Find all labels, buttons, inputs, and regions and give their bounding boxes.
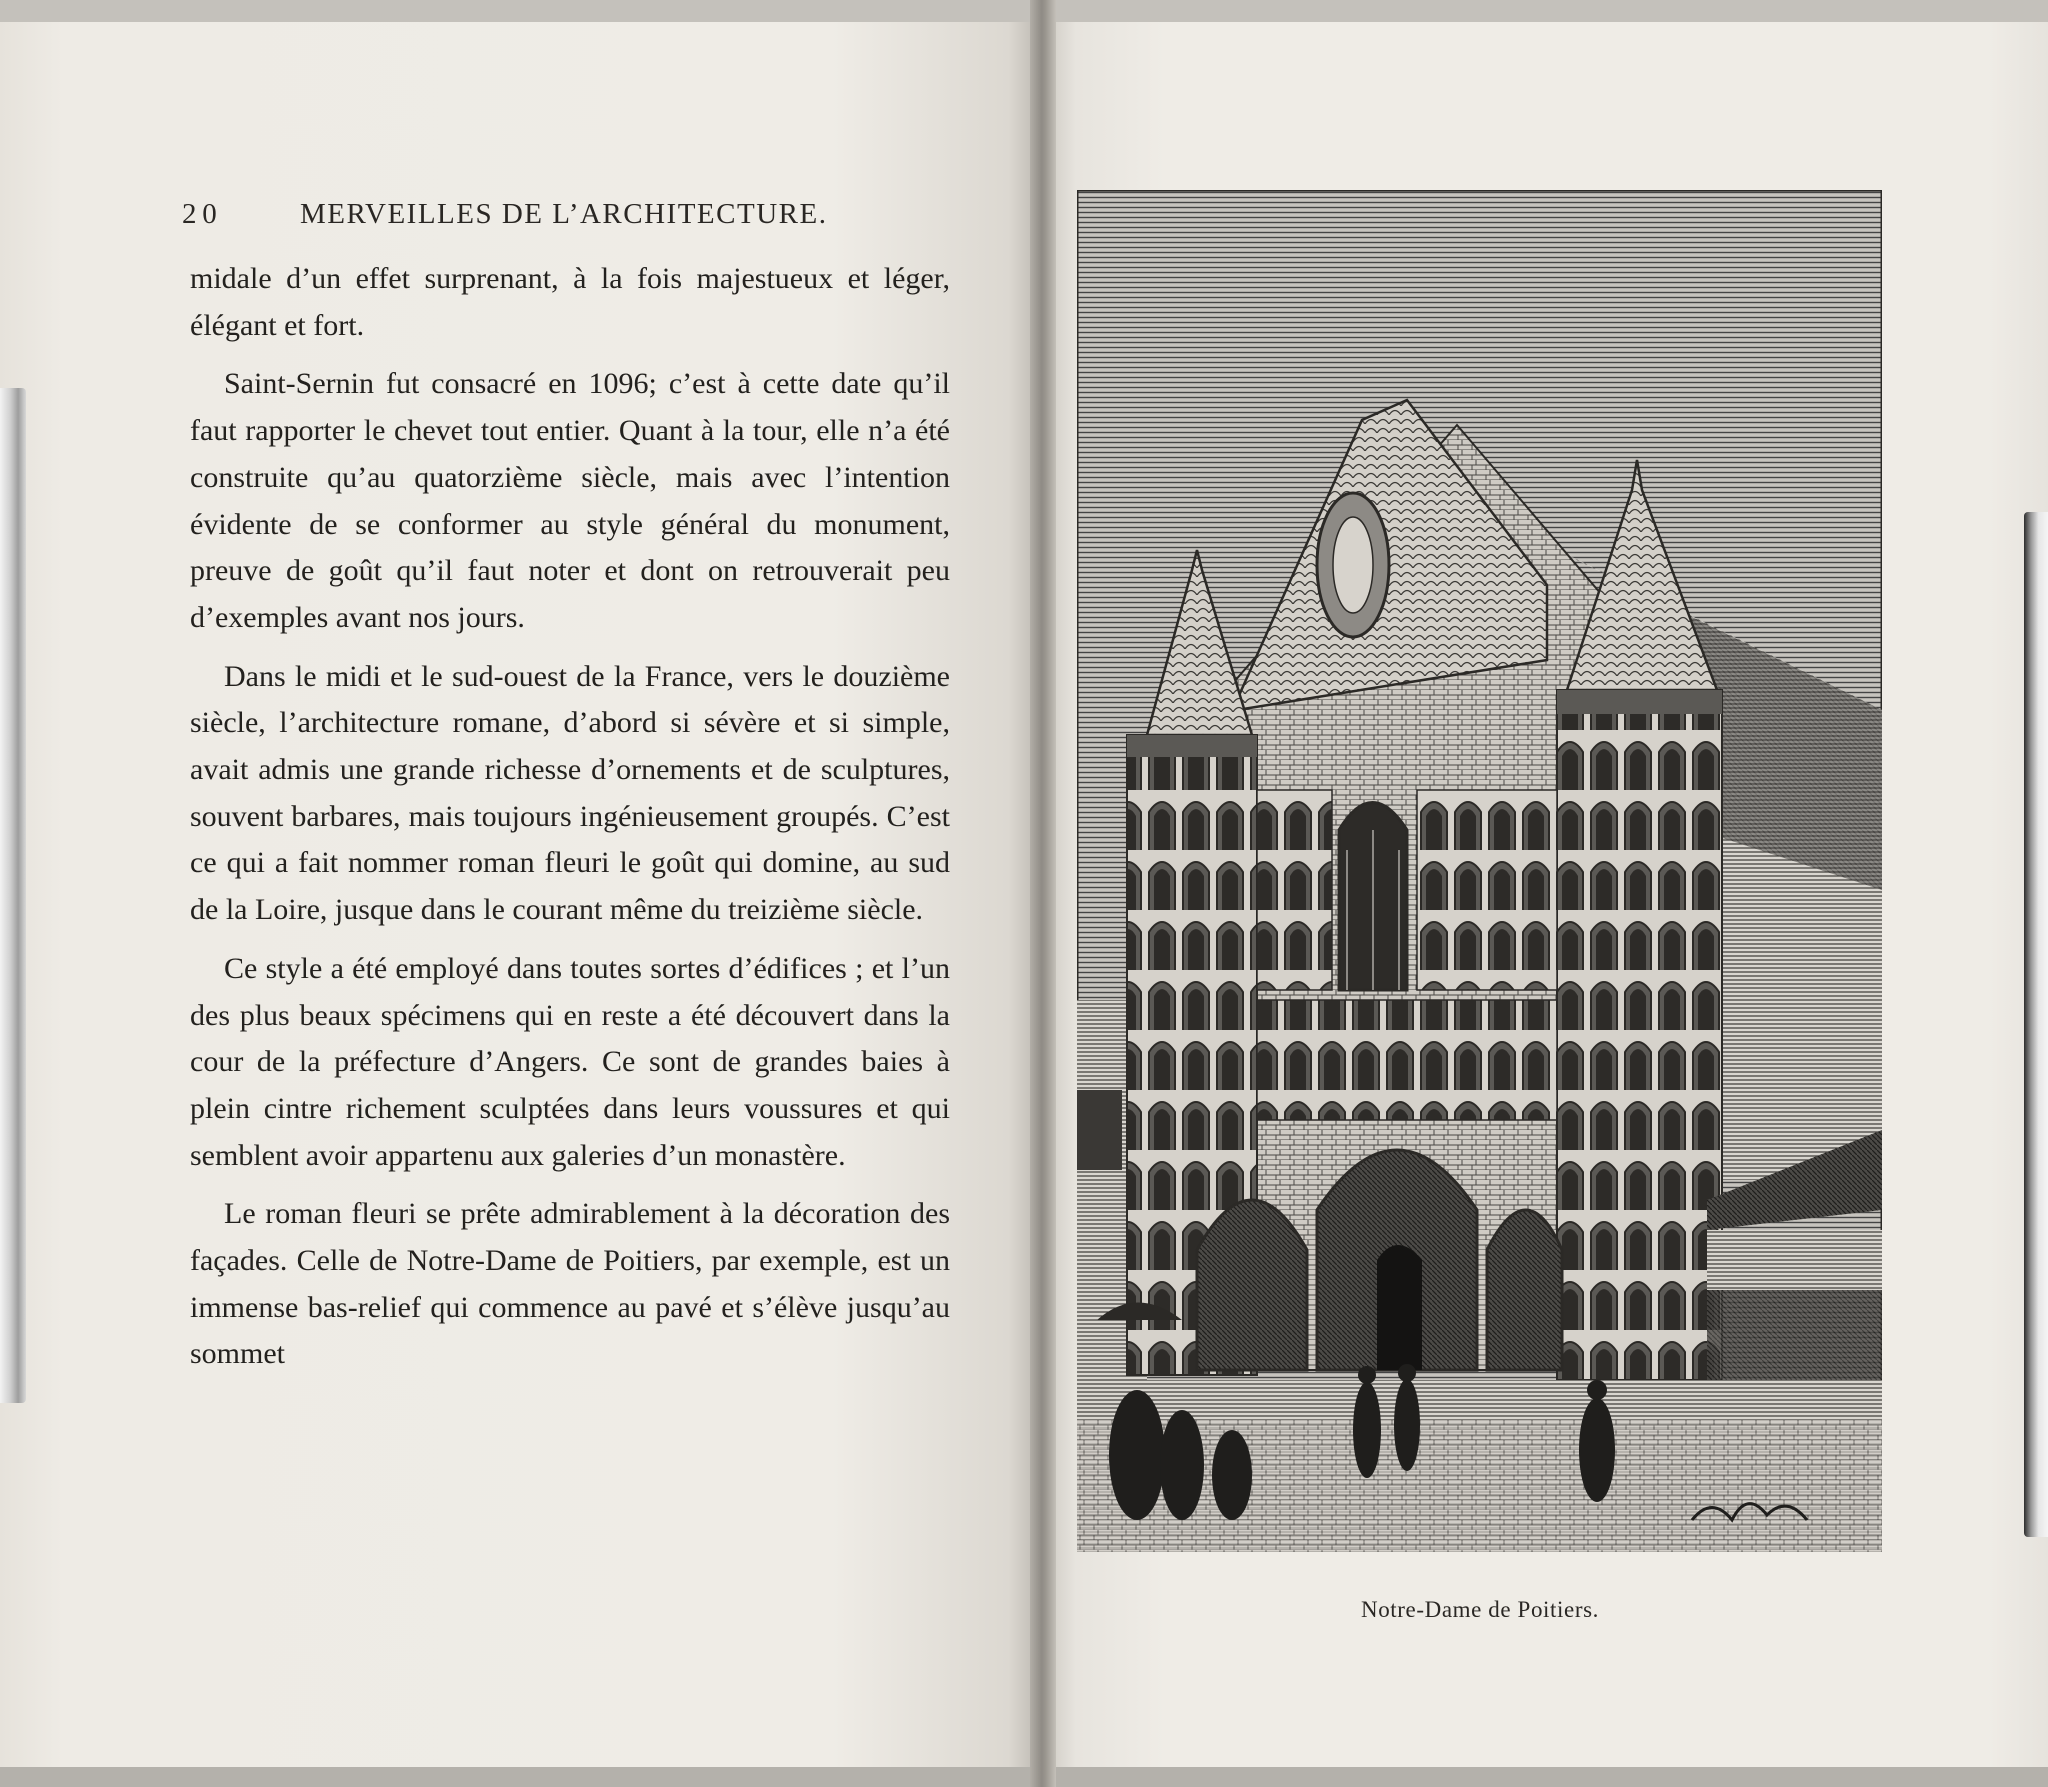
page-number: 2 0 bbox=[182, 198, 217, 230]
paragraph: Le roman fleuri se prête admirablement à la décoration des façades. Celle de Notre-Dame de Poitiers, par exemple, est un immense bas-relief qui commence au pavé et s’élève jusqu’au sommet bbox=[190, 1197, 950, 1371]
engraving-notre-dame-de-poitiers bbox=[1077, 190, 1882, 1552]
page-clip-left bbox=[0, 388, 26, 1403]
page-clip-right bbox=[2024, 512, 2048, 1537]
paragraph: Saint-Sernin fut consacré en 1096; c’est à cette date qu’il faut rapporter le chevet tout entier. Quant à la tour, elle n’a été construite qu’au quatorzième siècle, mais avec l’intention évidente de se conformer au style général du monument, preuve de goût qu’il faut noter et dont on retrouverait peu d’exemples avant nos jours. bbox=[190, 367, 950, 634]
book-gutter bbox=[1030, 0, 1056, 1787]
engraving-illustration bbox=[1077, 190, 1882, 1552]
illustration-caption: Notre-Dame de Poitiers. bbox=[1361, 1597, 1599, 1622]
paragraph: Dans le midi et le sud-ouest de la France, vers le douzième siècle, l’architecture romane, d’abord si sévère et si simple, avait admis une grande richesse d’ornements et de sculptures, souvent barbares, mais toujours ingénieusement groupés. C’est ce qui a fait nommer roman fleuri le goût qui domine, au sud de la Loire, jusque dans le courant même du treizième siècle. bbox=[190, 659, 950, 927]
running-header bbox=[182, 198, 962, 240]
body-text bbox=[190, 256, 950, 1378]
paragraph: Ce style a été employé dans toutes sortes d’édifices ; et l’un des plus beaux spécimens qui en reste a été découvert dans la cour de la préfecture d’Angers. Ce sont de grandes baies à plein cintre richement sculptées dans leurs voussures et qui semblent avoir appartenu aux galeries d’un monastère. bbox=[190, 951, 950, 1172]
paragraph: midale d’un effet surprenant, à la fois majestueux et léger, élégant et fort. bbox=[190, 262, 950, 342]
running-title: MERVEILLES DE L’ARCHITECTURE. bbox=[300, 198, 828, 230]
